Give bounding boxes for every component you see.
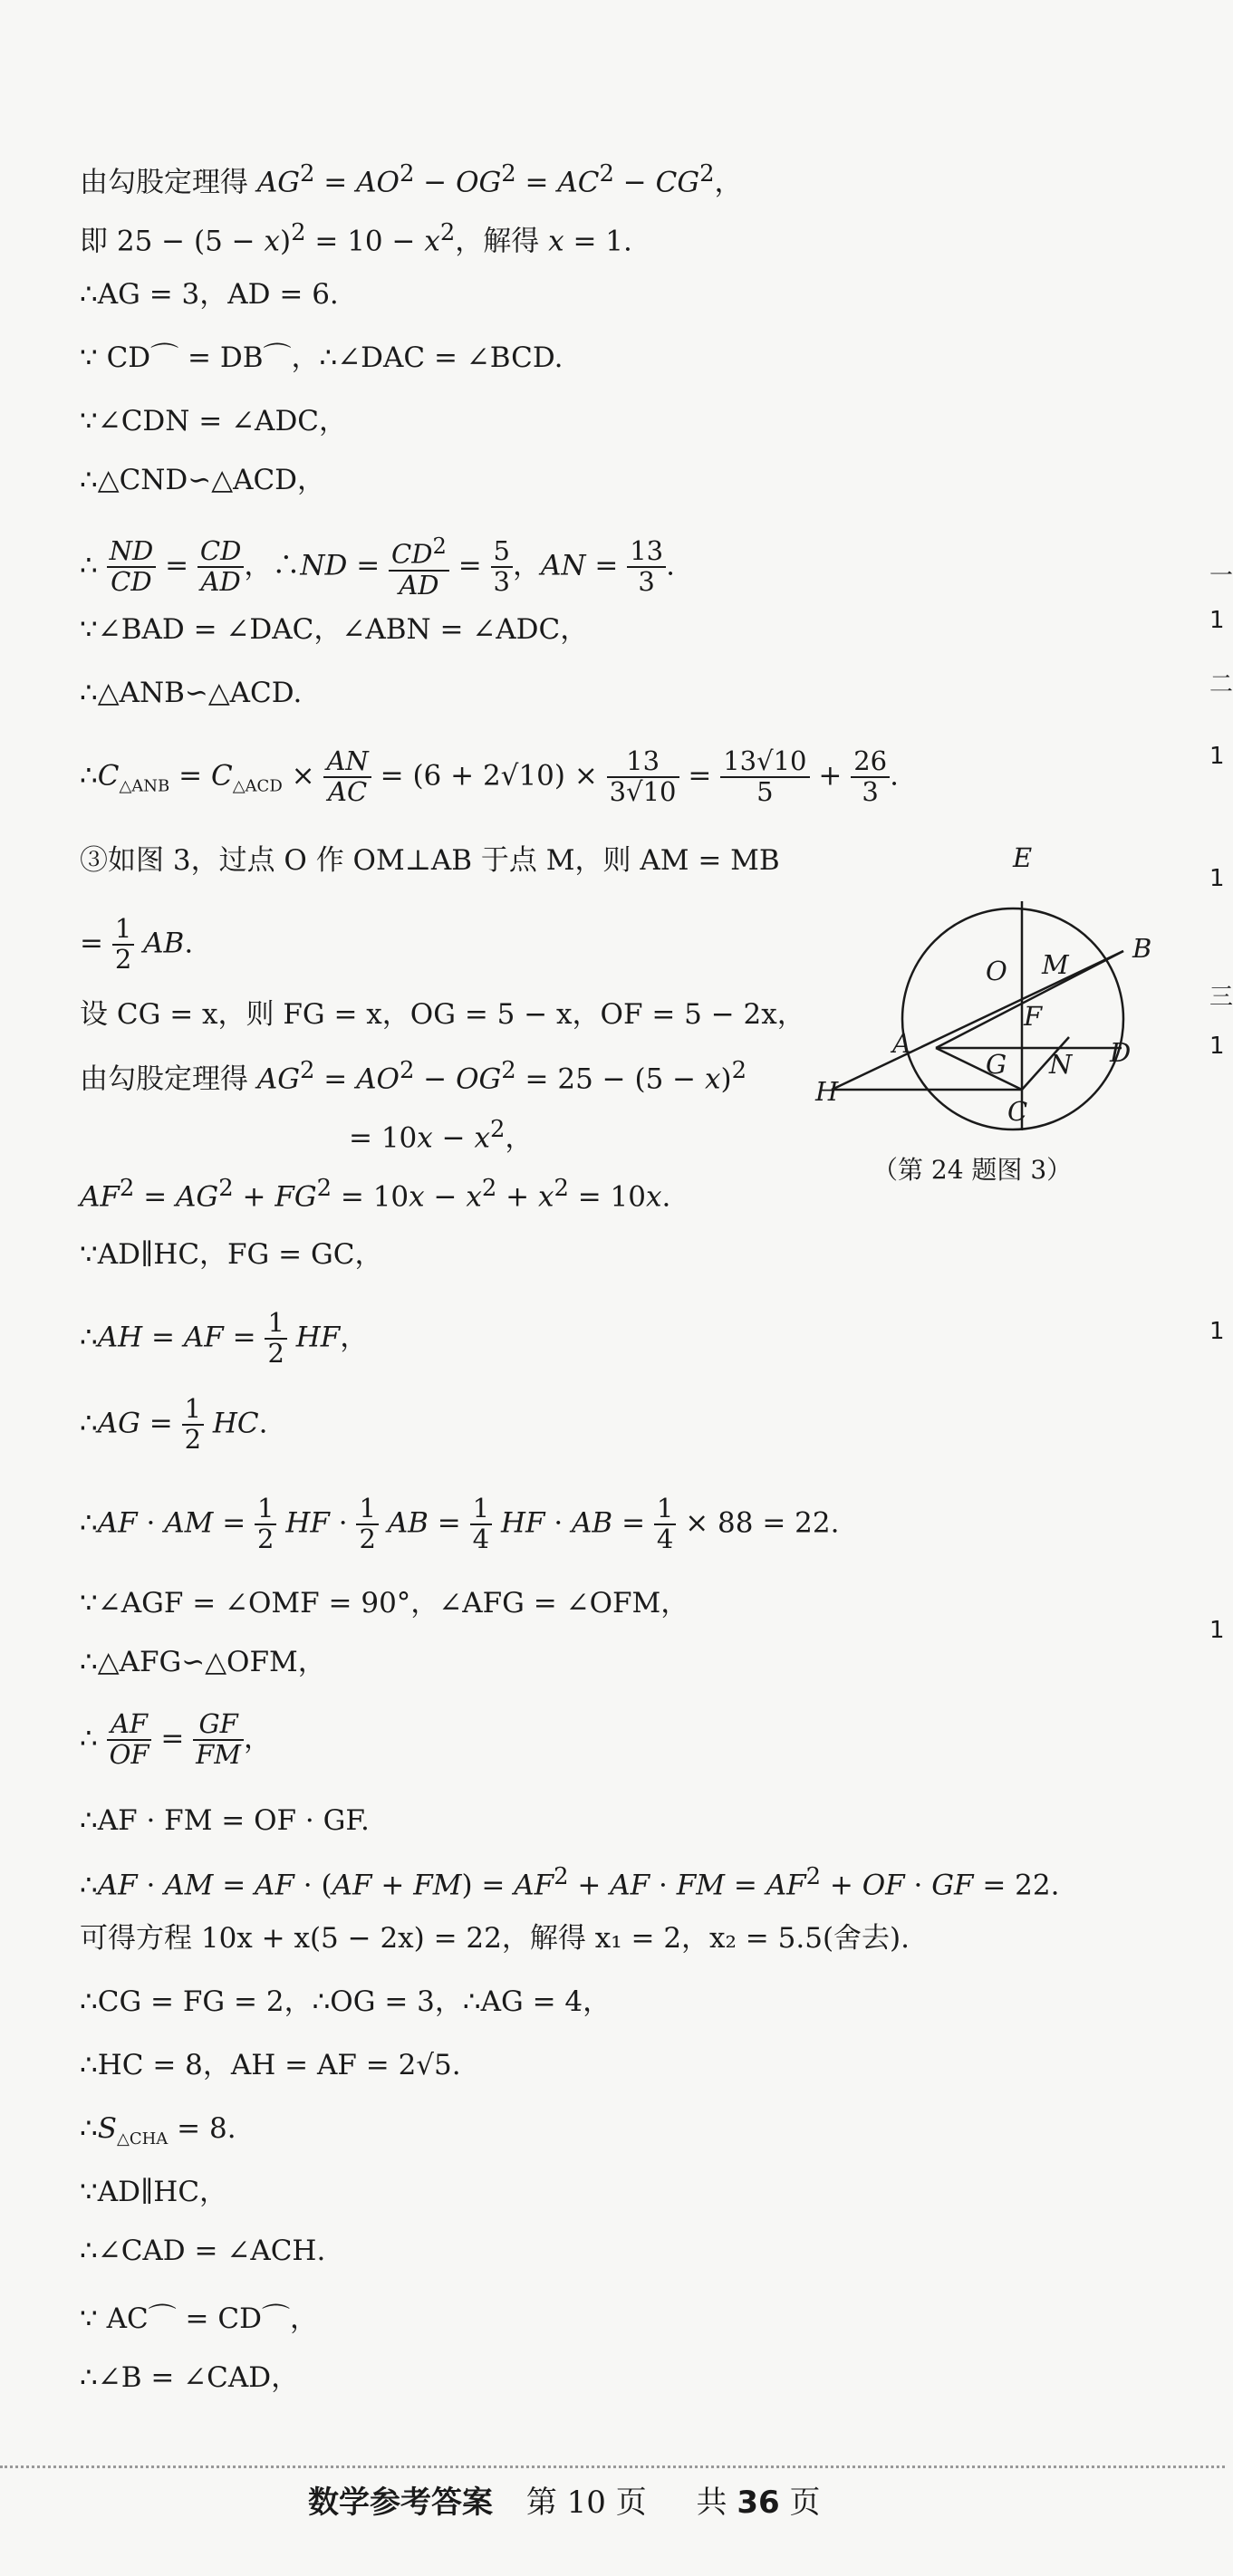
text-line: = $10x - x^2$， — [349, 1116, 534, 1155]
label-m: M — [1042, 949, 1069, 980]
page-footer — [308, 2477, 820, 2522]
edge-mark: 1 — [1209, 1033, 1225, 1060]
text-line: 即 $25 - (5 - x)^2 = 10 - x^2$，解得 x = 1. — [80, 219, 632, 258]
footer-total-prefix: 共 — [696, 2485, 727, 2521]
label-f: F — [1024, 1001, 1043, 1032]
text-line: $AF^2 = AG^2 + FG^2 = 10x - x^2 + x^2 = 10x$. — [80, 1175, 671, 1214]
footer-total-suffix: 页 — [789, 2485, 821, 2521]
text-line: ∴AF · FM = OF · GF. — [80, 1804, 370, 1837]
text-line: ∴AH = AF = $\frac{1}{2}$ HF， — [80, 1307, 369, 1369]
text-line: ∵AD∥HC，FG = GC， — [80, 1238, 383, 1271]
label-c: C — [1007, 1096, 1028, 1127]
label-g: G — [986, 1049, 1007, 1080]
footer-page: 第 10 页 — [525, 2485, 647, 2521]
text-line: ∴HC = 8，AH = AF = 2√5. — [80, 2049, 461, 2081]
text-line: ∴AG = 3，AD = 6. — [80, 278, 339, 311]
text-line: ∴ $\frac{AF}{OF}$ = $\frac{GF}{FM}$ ， — [80, 1708, 272, 1770]
edge-mark: 1 — [1209, 607, 1225, 634]
text-line: ∴ $\frac{ND}{CD}$ = $\frac{CD}{AD}$ ，∴ND = $\frac{CD^2}{AD}$ = $\frac{5}{3}$ ，AN = $\frac{13}{3}$ . — [80, 533, 675, 601]
text-line: 设 CG = x，则 FG = x，OG = 5 − x，OF = 5 − 2x， — [80, 998, 805, 1031]
text-line: 由勾股定理得 $AG^2 = AO^2 - OG^2 = AC^2 - CG^2$， — [80, 160, 743, 199]
text-line: ∵ AC⌒ = CD⌒， — [80, 2302, 318, 2335]
edge-mark: 1 — [1209, 1318, 1225, 1345]
edge-mark: 一 — [1209, 562, 1233, 590]
label-o: O — [986, 956, 1007, 986]
edge-mark: 1 — [1209, 743, 1225, 770]
text-line: ∴△CND∽△ACD， — [80, 464, 326, 496]
text-line: ∵∠BAD = ∠DAC，∠ABN = ∠ADC， — [80, 613, 589, 646]
label-h: H — [815, 1076, 839, 1107]
label-d: D — [1110, 1037, 1132, 1068]
text-line: $\therefore S_{\triangle CHA} = 8$. — [80, 2112, 236, 2149]
footer-title: 数学参考答案 — [308, 2485, 493, 2521]
text-line: 可得方程 10x + x(5 − 2x) = 22，解得 x₁ = 2，x₂ = 5.5(舍去). — [80, 1922, 910, 1955]
text-line: ∴AF · AM = AF · $(AF + FM) = AF^2$ + AF · FM = $AF^2$ + OF · GF = 22. — [80, 1863, 1060, 1902]
label-a: A — [892, 1028, 911, 1059]
text-line: ∵∠AGF = ∠OMF = 90°，∠AFG = ∠OFM， — [80, 1587, 689, 1620]
text-line: ③如图 3，过点 O 作 OM⊥AB 于点 M，则 AM = MB — [80, 844, 780, 877]
text-line: 由勾股定理得 $AG^2 = AO^2 - OG^2 = 25 - (5 - x)^2$ — [80, 1057, 747, 1096]
text-line: ∴CG = FG = 2，∴OG = 3，∴AG = 4， — [80, 1985, 612, 2018]
edge-mark: 1 — [1209, 865, 1225, 892]
footer-divider — [0, 2465, 1225, 2468]
text-line: ∴∠CAD = ∠ACH. — [80, 2235, 326, 2267]
figure-caption: （第 24 题图 3） — [872, 1155, 1073, 1185]
text-line: ∴∠B = ∠CAD， — [80, 2361, 300, 2394]
text-line: ∴AF · AM = $\frac{1}{2}$ HF · $\frac{1}{2}$ AB = $\frac{1}{4}$ HF · AB = $\frac{1}{4}$ × 88 = 22. — [80, 1493, 840, 1554]
edge-mark: 二 — [1209, 671, 1233, 698]
label-b: B — [1132, 933, 1152, 964]
edge-mark: 三 — [1209, 984, 1233, 1011]
text-line: = $\frac{1}{2}$ AB. — [80, 913, 194, 975]
footer-total: 36 — [737, 2485, 780, 2521]
edge-mark: 1 — [1209, 1617, 1225, 1644]
segment-ac — [936, 1048, 1022, 1090]
text-line: ∴△AFG∽△OFM， — [80, 1646, 326, 1678]
chord-ab — [936, 951, 1123, 1048]
text-line: $\therefore C_{\triangle ANB} = C_{\triangle ACD}$ × $\frac{AN}{AC}$ = (6 + 2√10) × $\frac{13}{3√10}$ = $\frac{13√10}{5}$ + $\frac{26}{3}$ . — [80, 745, 899, 807]
text-line: ∵AD∥HC， — [80, 2176, 228, 2208]
text-line: ∵ CD⌒ = DB⌒，∴∠DAC = ∠BCD. — [80, 341, 564, 374]
text-line: ∵∠CDN = ∠ADC， — [80, 405, 348, 437]
label-n: N — [1049, 1049, 1073, 1080]
label-e: E — [1013, 842, 1033, 873]
text-line: ∴AG = $\frac{1}{2}$ HC. — [80, 1393, 268, 1455]
text-line: ∴△ANB∽△ACD. — [80, 677, 303, 709]
